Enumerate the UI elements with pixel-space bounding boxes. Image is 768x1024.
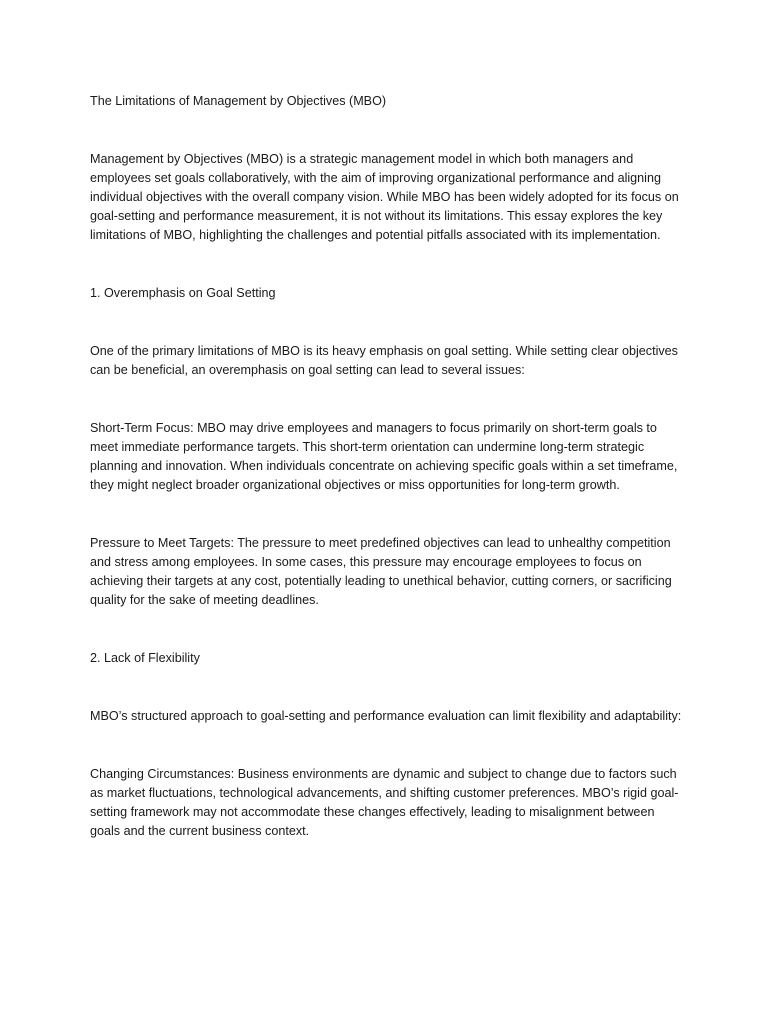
section-2-heading: 2. Lack of Flexibility (90, 651, 200, 665)
intro-paragraph: Management by Objectives (MBO) is a strategic management model in which both managers and employees set goals collaboratively, with the aim of improving organizational performance and aligning individual objectives with the overall company vision. While MBO has been widely adopted for its focus on goal-setting and performance measurement, it is not without its limitations. This essay explores the key limitations of MBO, highlighting the challenges and potential pitfalls associated with its implementation. (90, 152, 679, 242)
section-2-point-changing-circumstances: Changing Circumstances: Business environments are dynamic and subject to change due to factors such as market fluctuations, technological advancements, and shifting customer preferences. MBO’s rigid goal-setting framework may not accommodate these changes effectively, leading to misalignment between goals and the current business context. (90, 767, 679, 838)
section-2-intro: MBO’s structured approach to goal-setting and performance evaluation can limit flexibility and adaptability: (90, 709, 682, 723)
document-title: The Limitations of Management by Objectives (MBO) (90, 94, 387, 108)
section-1-heading: 1. Overemphasis on Goal Setting (90, 286, 276, 300)
section-1-point-short-term-focus: Short-Term Focus: MBO may drive employees and managers to focus primarily on short-term goals to meet immediate performance targets. This short-term orientation can undermine long-term strategic planning and innovation. When individuals concentrate on achieving specific goals within a set timeframe, they might neglect broader organizational objectives or miss opportunities for long-term growth. (90, 421, 678, 492)
document-body (90, 92, 686, 880)
section-1-point-pressure-to-meet-targets: Pressure to Meet Targets: The pressure to meet predefined objectives can lead to unhealthy competition and stress among employees. In some cases, this pressure may encourage employees to focus on achieving their targets at any cost, potentially leading to unethical behavior, cutting corners, or sacrificing quality for the sake of meeting deadlines. (90, 536, 672, 607)
section-1-intro: One of the primary limitations of MBO is its heavy emphasis on goal setting. While setting clear objectives can be beneficial, an overemphasis on goal setting can lead to several issues: (90, 344, 678, 377)
